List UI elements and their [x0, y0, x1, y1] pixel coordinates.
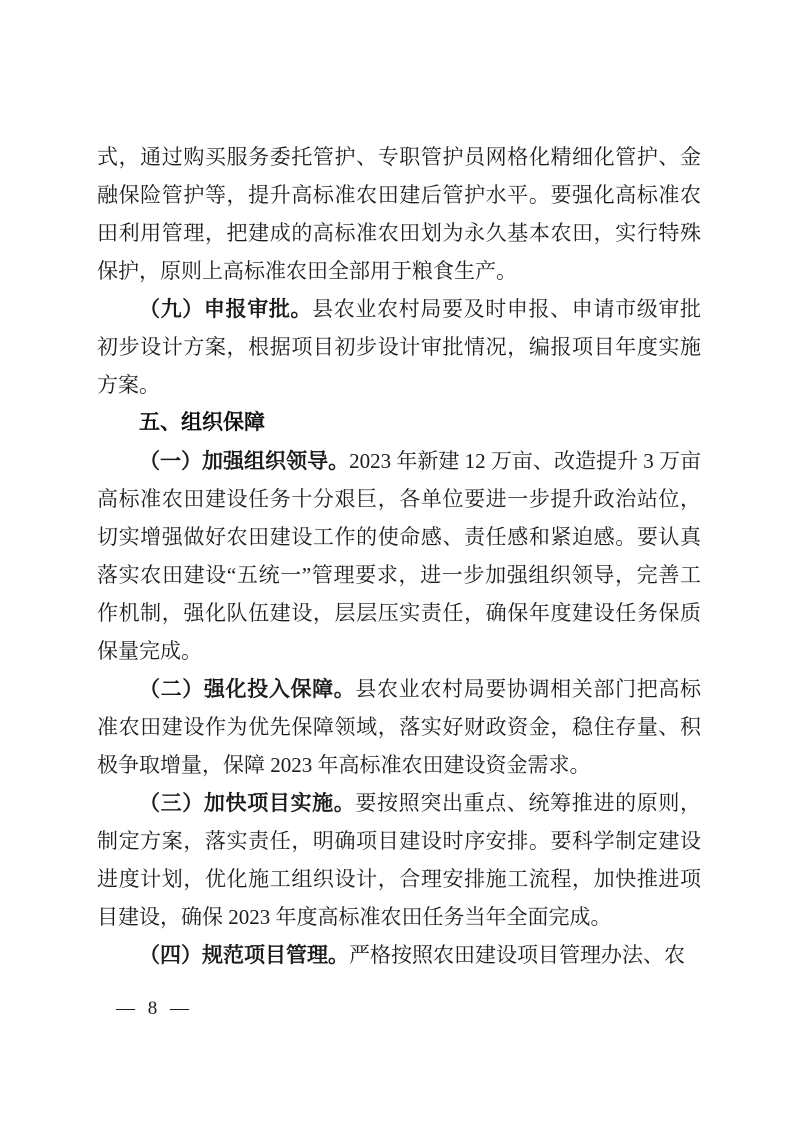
- section-heading: 五、组织保障: [139, 411, 265, 434]
- paragraph-continuation: [97, 138, 701, 290]
- paragraph-lead: （四）规范项目管理。: [139, 943, 349, 967]
- paragraph-lead: （三）加快项目实施。: [139, 791, 356, 815]
- paragraph-item-2: [97, 670, 701, 784]
- paragraph-item-1: [97, 442, 701, 670]
- paragraph-text: 要按照突出重点、统筹推进的原则，制定方案，落实责任，明确项目建设时序安排。要科学制定建设进度计划，优化施工组织设计，合理安排施工流程，加快推进项目建设，确保 2023 年度高标准农田任务当年全面完成。: [97, 791, 702, 929]
- paragraph-text: 式，通过购买服务委托管护、专职管护员网格化精细化管护、金融保险管护等，提升高标准农田建后管护水平。要强化高标准农田利用管理，把建成的高标准农田划为永久基本农田，实行特殊保护，原则上高标准农田全部用于粮食生产。: [97, 145, 701, 283]
- paragraph-text: 县农业农村局要协调相关部门把高标准农田建设作为优先保障领域，落实好财政资金，稳住存量、积极争取增量，保障 2023 年高标准农田建设资金需求。: [97, 677, 702, 777]
- paragraph-lead: （九）申报审批。: [139, 297, 313, 321]
- document-body: [97, 138, 701, 974]
- paragraph-text: 县农业农村局要及时申报、申请市级审批初步设计方案，根据项目初步设计审批情况，编报项目年度实施方案。: [97, 297, 702, 397]
- paragraph-text: 严格按照农田建设项目管理办法、农: [349, 943, 685, 967]
- paragraph-item-9: [97, 290, 701, 404]
- paragraph-item-4: [97, 936, 701, 974]
- paragraph-text: 2023 年新建 12 万亩、改造提升 3 万亩高标准农田建设任务十分艰巨，各单位要进一步提升政治站位，切实增强做好农田建设工作的使命感、责任感和紧迫感。要认真落实农田建设“五统一”管理要求，进一步加强组织领导，完善工作机制，强化队伍建设，层层压实责任，确保年度建设任务保质保量完成。: [97, 449, 702, 663]
- paragraph-item-3: [97, 784, 701, 936]
- paragraph-lead: （二）强化投入保障。: [139, 677, 356, 701]
- paragraph-lead: （一）加强组织领导。: [139, 449, 350, 473]
- page-number: — 8 —: [116, 998, 190, 1019]
